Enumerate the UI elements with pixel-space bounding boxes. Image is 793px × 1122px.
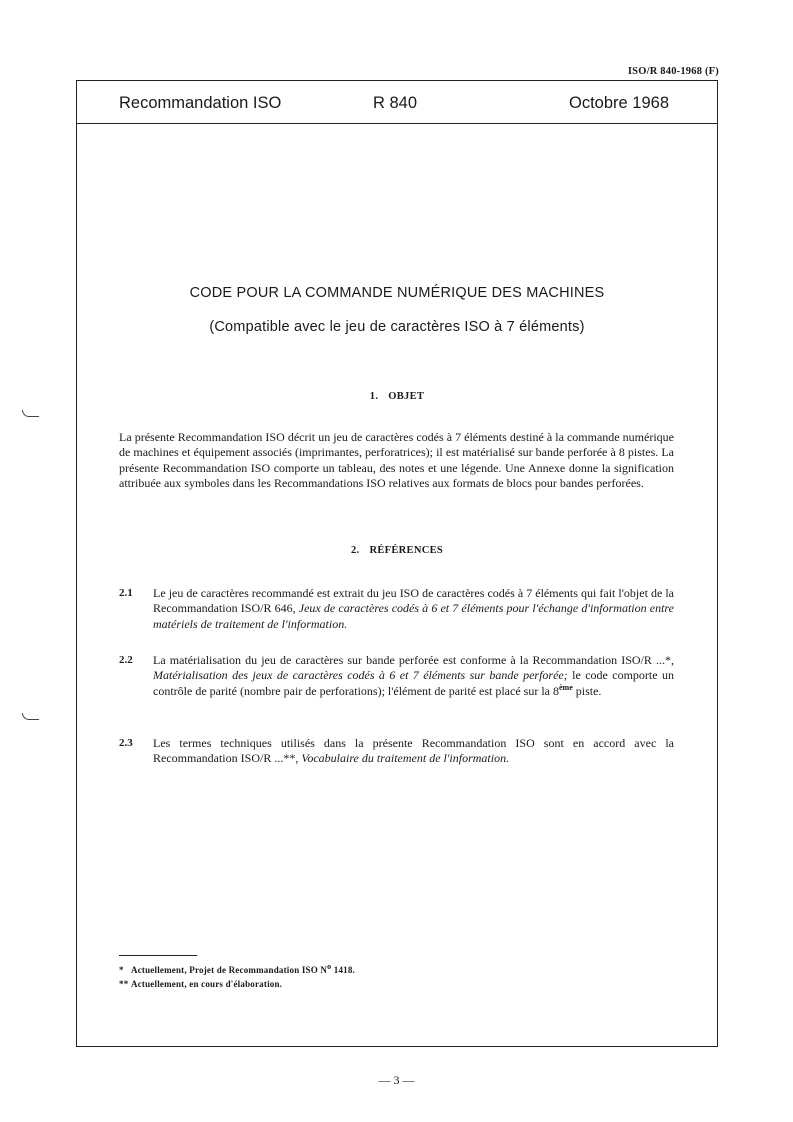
item-number: 2.3	[119, 737, 133, 749]
header-number: R 840	[373, 94, 418, 112]
section-2-title: RÉFÉRENCES	[369, 545, 444, 556]
document-subtitle: (Compatible avec le jeu de caractères ISO à 7 éléments)	[209, 319, 585, 335]
footnote-text: Actuellement, en cours d'élaboration.	[131, 979, 283, 989]
section-1-number: 1.	[369, 391, 379, 402]
section-1-title: OBJET	[388, 391, 425, 402]
item-text-italic: Vocabulaire du traitement de l'information.	[301, 751, 510, 766]
reference-item-2-2	[119, 653, 674, 699]
scan-artifact-mark	[22, 713, 39, 720]
header-date: Octobre 1968	[569, 94, 669, 112]
footnote-text-2: 1418.	[331, 965, 356, 975]
item-text-plain-2: le code comporte un contrôle de parité (nombre pair de perforations); l'élément de parité est placé sur la 8	[153, 668, 674, 698]
footnote-separator	[119, 955, 197, 956]
footnote-2	[119, 979, 282, 989]
document-title: CODE POUR LA COMMANDE NUMÉRIQUE DES MACHINES	[189, 285, 605, 301]
footnote-mark: *	[119, 965, 124, 975]
item-text	[153, 653, 674, 699]
item-text-italic: Jeux de caractères codés à 6 et 7 éléments pour l'échange d'information entre matériels de traitement de l'information.	[153, 601, 674, 631]
header-row	[77, 81, 717, 124]
item-text	[153, 736, 674, 767]
item-text-italic: Matérialisation des jeux de caractères codés à 6 et 7 éléments sur bande perforée;	[153, 668, 568, 683]
item-text	[153, 586, 674, 632]
footnote-text: Actuellement, Projet de Recommandation ISO N	[131, 965, 328, 975]
section-1-heading	[77, 391, 717, 402]
ordinal-superscript: ème	[559, 682, 573, 692]
item-text-plain-3: piste.	[572, 683, 602, 698]
item-text-plain: Les termes techniques utilisés dans la présente Recommandation ISO sont en accord avec la Recommandation ISO/R ...**,	[153, 736, 674, 766]
page-number: — 3 —	[378, 1073, 415, 1087]
section-2-number: 2.	[350, 545, 360, 556]
header-recommendation: Recommandation ISO	[119, 94, 282, 112]
footnote-mark: **	[119, 979, 129, 989]
footnote-1	[119, 962, 356, 975]
section-1-body: La présente Recommandation ISO décrit un jeu de caractères codés à 7 éléments destiné à la commande numérique de machines et équipement associés (imprimantes, perforatrices); il est matérialisé sur bande perforée à 8 pistes. La présente Recommandation ISO comporte un tableau, des notes et une légende. Une Annexe donne la signification attribuée aux symboles dans les Recommandations ISO relatives aux formats de blocs pour bandes perforées.	[119, 430, 674, 491]
item-number: 2.1	[119, 587, 133, 599]
scan-artifact-mark	[22, 410, 39, 417]
footnote-superscript: o	[327, 962, 332, 971]
item-text-plain: La matérialisation du jeu de caractères sur bande perforée est conforme à la Recommandation ISO/R ...*,	[153, 653, 674, 667]
reference-item-2-3	[119, 736, 674, 767]
document-reference-code: ISO/R 840-1968 (F)	[627, 66, 719, 77]
item-text-plain: Le jeu de caractères recommandé est extrait du jeu ISO de caractères codés à 7 éléments qui fait l'objet de la Recommandation ISO/R 646,	[153, 586, 674, 616]
item-number: 2.2	[119, 654, 133, 666]
section-2-heading	[77, 545, 717, 556]
page-frame	[76, 80, 718, 1047]
reference-item-2-1	[119, 586, 674, 632]
